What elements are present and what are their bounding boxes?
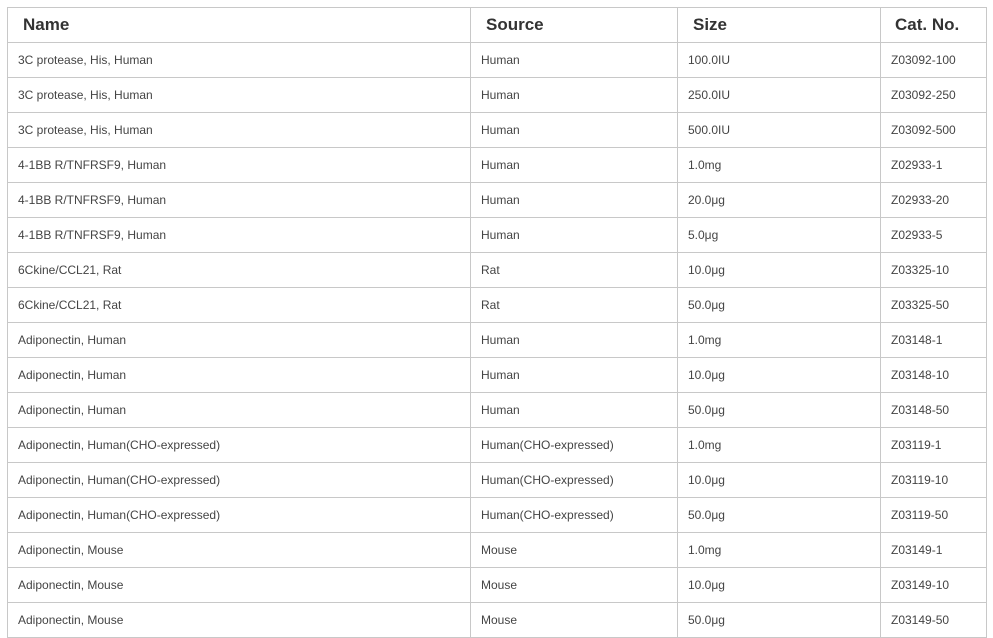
table-row[interactable]: [8, 498, 987, 533]
product-table-container: [7, 7, 986, 638]
table-header: [8, 8, 987, 43]
table-row[interactable]: [8, 323, 987, 358]
column-header-size[interactable]: Size: [678, 8, 881, 43]
cell-name[interactable]: 6Ckine/CCL21, Rat: [8, 253, 471, 288]
cell-source: Human: [471, 183, 678, 218]
table-body: [8, 43, 987, 638]
cell-cat-no: Z03119-50: [881, 498, 987, 533]
cell-cat-no: Z03149-10: [881, 568, 987, 603]
cell-name[interactable]: Adiponectin, Human(CHO-expressed): [8, 428, 471, 463]
cell-size: 1.0mg: [678, 323, 881, 358]
cell-size: 50.0μg: [678, 393, 881, 428]
table-row[interactable]: [8, 428, 987, 463]
cell-size: 250.0IU: [678, 78, 881, 113]
cell-name[interactable]: 3C protease, His, Human: [8, 43, 471, 78]
table-row[interactable]: [8, 463, 987, 498]
cell-name[interactable]: Adiponectin, Human(CHO-expressed): [8, 498, 471, 533]
cell-source: Human: [471, 393, 678, 428]
cell-source: Human: [471, 148, 678, 183]
cell-name[interactable]: Adiponectin, Human: [8, 323, 471, 358]
cell-cat-no: Z02933-5: [881, 218, 987, 253]
table-row[interactable]: [8, 533, 987, 568]
cell-cat-no: Z03148-1: [881, 323, 987, 358]
cell-source: Human(CHO-expressed): [471, 498, 678, 533]
cell-source: Human: [471, 218, 678, 253]
table-row[interactable]: [8, 393, 987, 428]
cell-name[interactable]: 3C protease, His, Human: [8, 78, 471, 113]
cell-cat-no: Z03119-1: [881, 428, 987, 463]
column-header-cat-no[interactable]: Cat. No.: [881, 8, 987, 43]
cell-size: 50.0μg: [678, 603, 881, 638]
cell-name[interactable]: Adiponectin, Human: [8, 393, 471, 428]
cell-source: Rat: [471, 288, 678, 323]
table-row[interactable]: [8, 603, 987, 638]
cell-size: 500.0IU: [678, 113, 881, 148]
cell-name[interactable]: Adiponectin, Mouse: [8, 533, 471, 568]
cell-cat-no: Z03148-10: [881, 358, 987, 393]
cell-size: 50.0μg: [678, 288, 881, 323]
cell-cat-no: Z03149-50: [881, 603, 987, 638]
table-row[interactable]: [8, 183, 987, 218]
column-header-source[interactable]: Source: [471, 8, 678, 43]
cell-size: 100.0IU: [678, 43, 881, 78]
cell-size: 10.0μg: [678, 568, 881, 603]
cell-name[interactable]: Adiponectin, Human(CHO-expressed): [8, 463, 471, 498]
cell-cat-no: Z03325-50: [881, 288, 987, 323]
table-row[interactable]: [8, 253, 987, 288]
table-row[interactable]: [8, 288, 987, 323]
product-table: [7, 7, 987, 638]
cell-name[interactable]: 4-1BB R/TNFRSF9, Human: [8, 148, 471, 183]
cell-source: Human: [471, 78, 678, 113]
cell-cat-no: Z02933-1: [881, 148, 987, 183]
cell-cat-no: Z03092-100: [881, 43, 987, 78]
cell-name[interactable]: Adiponectin, Mouse: [8, 568, 471, 603]
cell-size: 20.0μg: [678, 183, 881, 218]
cell-source: Human: [471, 323, 678, 358]
column-header-name[interactable]: Name: [8, 8, 471, 43]
cell-size: 5.0μg: [678, 218, 881, 253]
cell-cat-no: Z03325-10: [881, 253, 987, 288]
table-row[interactable]: [8, 113, 987, 148]
table-row[interactable]: [8, 43, 987, 78]
cell-size: 10.0μg: [678, 463, 881, 498]
cell-cat-no: Z03149-1: [881, 533, 987, 568]
cell-name[interactable]: Adiponectin, Human: [8, 358, 471, 393]
cell-cat-no: Z03092-250: [881, 78, 987, 113]
cell-size: 1.0mg: [678, 428, 881, 463]
cell-size: 50.0μg: [678, 498, 881, 533]
cell-source: Human: [471, 358, 678, 393]
cell-source: Human(CHO-expressed): [471, 463, 678, 498]
cell-source: Human(CHO-expressed): [471, 428, 678, 463]
cell-cat-no: Z03092-500: [881, 113, 987, 148]
cell-name[interactable]: Adiponectin, Mouse: [8, 603, 471, 638]
cell-size: 10.0μg: [678, 253, 881, 288]
cell-name[interactable]: 4-1BB R/TNFRSF9, Human: [8, 218, 471, 253]
cell-source: Human: [471, 113, 678, 148]
cell-cat-no: Z03119-10: [881, 463, 987, 498]
table-row[interactable]: [8, 78, 987, 113]
cell-size: 10.0μg: [678, 358, 881, 393]
header-row: [8, 8, 987, 43]
cell-name[interactable]: 4-1BB R/TNFRSF9, Human: [8, 183, 471, 218]
cell-name[interactable]: 3C protease, His, Human: [8, 113, 471, 148]
table-row[interactable]: [8, 568, 987, 603]
cell-source: Rat: [471, 253, 678, 288]
cell-size: 1.0mg: [678, 533, 881, 568]
cell-cat-no: Z02933-20: [881, 183, 987, 218]
table-row[interactable]: [8, 148, 987, 183]
cell-source: Human: [471, 43, 678, 78]
cell-name[interactable]: 6Ckine/CCL21, Rat: [8, 288, 471, 323]
cell-source: Mouse: [471, 603, 678, 638]
cell-source: Mouse: [471, 568, 678, 603]
table-row[interactable]: [8, 218, 987, 253]
cell-source: Mouse: [471, 533, 678, 568]
cell-cat-no: Z03148-50: [881, 393, 987, 428]
table-row[interactable]: [8, 358, 987, 393]
cell-size: 1.0mg: [678, 148, 881, 183]
